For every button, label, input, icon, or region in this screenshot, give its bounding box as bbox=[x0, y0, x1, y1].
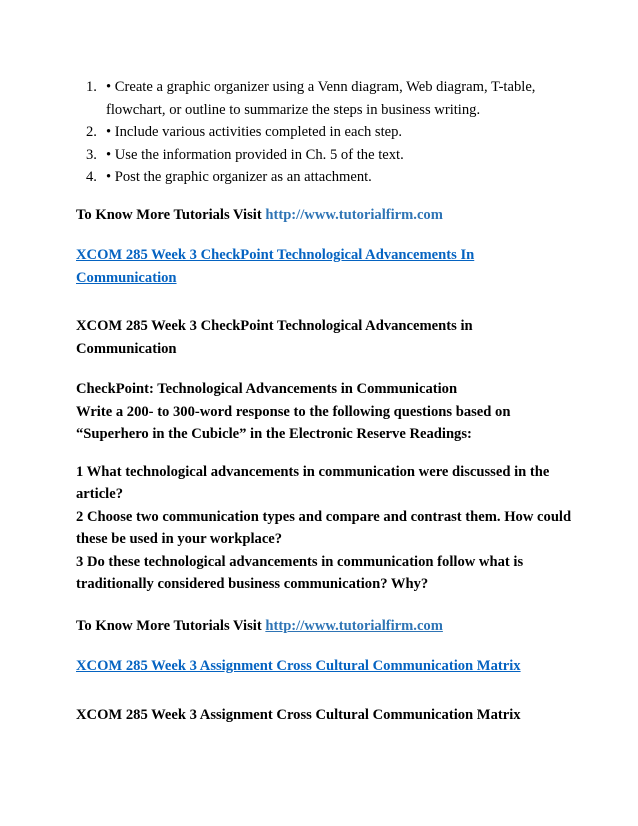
list-item: • Include various activities completed in each step. bbox=[106, 124, 403, 140]
document-page bbox=[76, 76, 576, 726]
question-3: 3 Do these technological advancements in communication follow what is traditionally considered business communication? Why? bbox=[76, 553, 524, 592]
checkpoint-title: XCOM 285 Week 3 CheckPoint Technological Advancements in Communication bbox=[76, 318, 473, 357]
visit-text: To Know More Tutorials Visit bbox=[76, 206, 266, 223]
list-item: • Post the graphic organizer as an attachment. bbox=[106, 169, 372, 185]
list-item: • Create a graphic organizer using a Venn diagram, Web diagram, T-table, flowchart, or outline to summarize the steps in business writing. bbox=[106, 79, 536, 118]
visit-paragraph-1 bbox=[76, 204, 576, 227]
tutorial-site-link[interactable]: http://www.tutorialfirm.com bbox=[265, 617, 443, 634]
visit-text: To Know More Tutorials Visit bbox=[76, 617, 266, 634]
list-item: • Use the information provided in Ch. 5 of the text. bbox=[106, 146, 404, 163]
tutorial-site-link[interactable]: http://www.tutorialfirm.com bbox=[265, 206, 443, 223]
assignment-title: XCOM 285 Week 3 Assignment Cross Cultural Communication Matrix bbox=[76, 706, 521, 723]
visit-paragraph-2 bbox=[76, 615, 576, 638]
checkpoint-heading: CheckPoint: Technological Advancements in Communication bbox=[76, 381, 458, 397]
checkpoint-instruction: Write a 200- to 300-word response to the following questions based on “Superhero in the Cubicle” in the Electronic Reserve Readings: bbox=[76, 403, 511, 442]
assignment-link[interactable]: XCOM 285 Week 3 Assignment Cross Cultural Communication Matrix bbox=[76, 658, 521, 674]
question-2: 2 Choose two communication types and compare and contrast them. How could these be used in your workplace? bbox=[76, 508, 572, 547]
checkpoint-link[interactable]: XCOM 285 Week 3 CheckPoint Technological Advancements In Communication bbox=[76, 247, 475, 286]
question-1: 1 What technological advancements in communication were discussed in the article? bbox=[76, 463, 550, 502]
steps-list bbox=[76, 76, 576, 189]
